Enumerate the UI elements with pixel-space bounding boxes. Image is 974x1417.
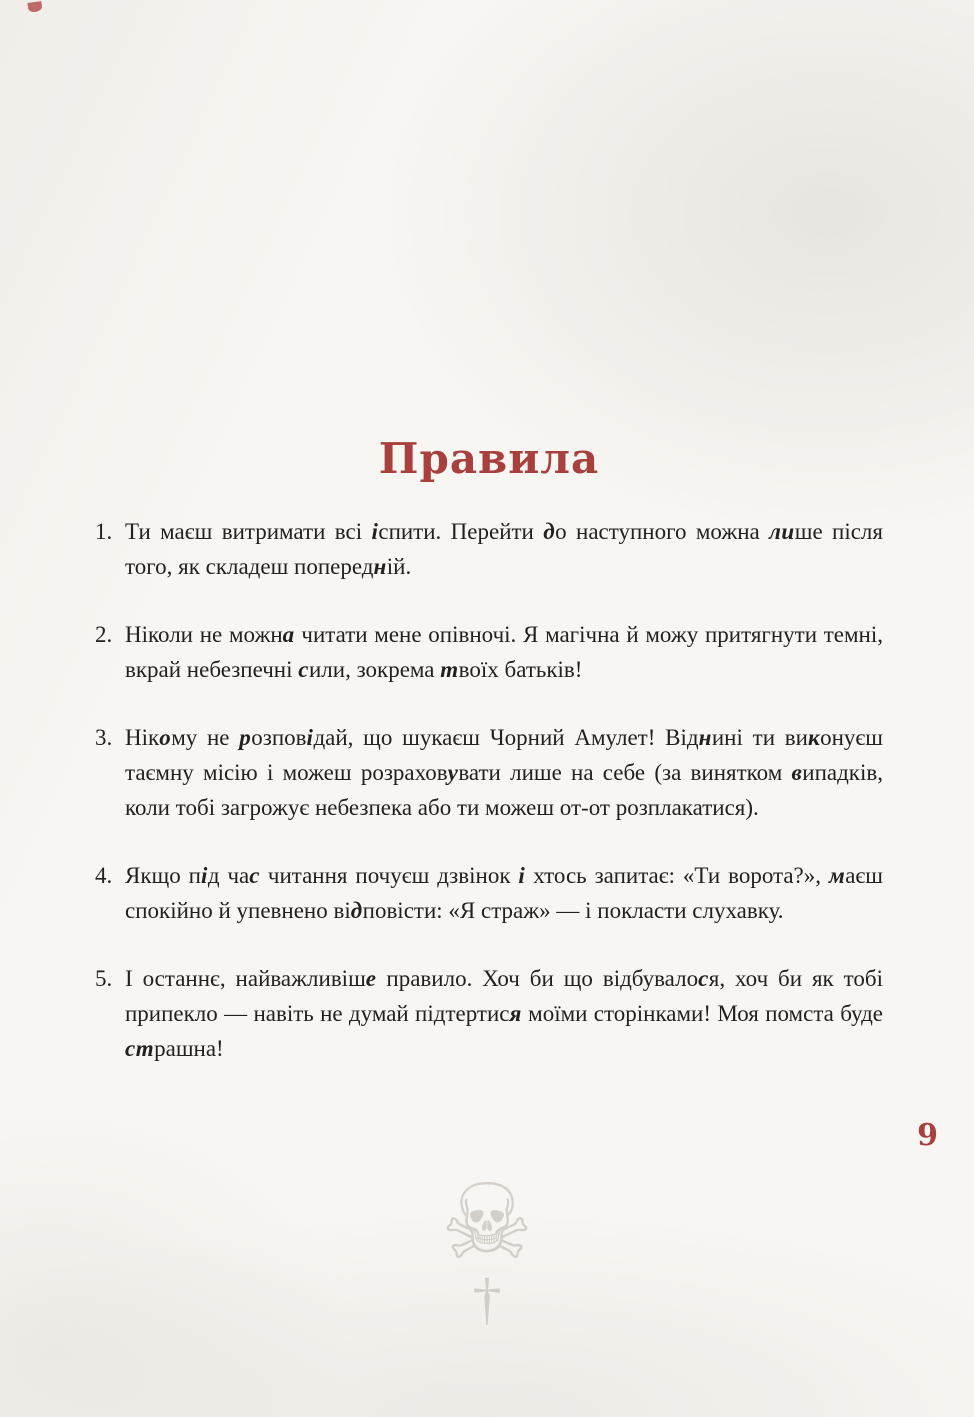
rule-text: Якщо під час читання почуєш дзвінок і хтось запитає: «Ти ворота?», маєш спокійно й упевнено відповісти: «Я страж» — і покласти слухавку. [125,863,883,923]
rule-text: І останнє, найважливіше правило. Хоч би що відбувалося, хоч би як тобі припекло — навіть не думай підтертися моїми сторінками! Моя помста буде страшна! [125,966,883,1061]
rule-number: 3. [95,725,113,750]
rule-number: 4. [95,863,113,888]
rule-number: 5. [95,966,113,991]
page-title: Правила [378,434,600,483]
rule-text: Ніколи не можна читати мене опівночі. Я магічна й можу притягнути темні, вкрай небезпечні сили, зокрема твоїх батьків! [125,622,883,682]
rule-text: Ти маєш витримати всі іспити. Перейти до наступного можна лише після того, як складеш попередній. [125,519,883,579]
rule-item [95,961,883,1066]
ink-speck [27,1,42,13]
rule-item [95,858,883,928]
rule-number: 2. [95,622,113,647]
dagger-icon: † [472,1266,502,1331]
rule-text: Нікому не розповідай, що шукаєш Чорний Амулет! Віднині ти виконуєш таємну місію і можеш розраховувати лише на себе (за винятком випадків, коли тобі загрожує небезпека або ти можеш от-от розплакатися). [125,725,883,820]
skull-icon: ☠ [440,1166,534,1281]
page-number: 9 [917,1118,938,1153]
rule-item [95,514,883,584]
page-content [95,434,883,1099]
rule-item [95,617,883,687]
watermark-ornament [440,1166,534,1331]
rules-list [95,514,883,1066]
rule-item [95,720,883,825]
rule-number: 1. [95,519,113,544]
